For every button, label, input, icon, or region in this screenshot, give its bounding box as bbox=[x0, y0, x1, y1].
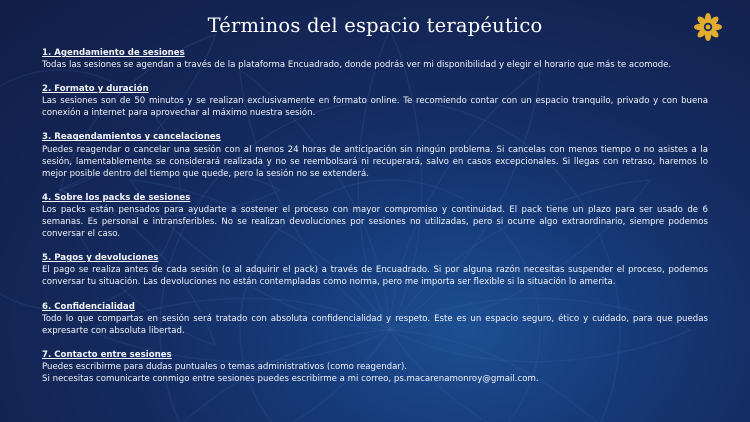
section-heading: 2. Formato y duración bbox=[42, 84, 149, 95]
section-confidentiality bbox=[42, 301, 708, 337]
section-heading: 6. Confidencialidad bbox=[42, 301, 135, 312]
section-text: El pago se realiza antes de cada sesión (o al adquirir el pack) a través de Encuadrado. Si por alguna razón necesitas suspender el proceso, podemos conversar tu situación. Las devoluciones no están contempladas como norma, pero me importa ser flexible si la situación lo amerita. bbox=[42, 265, 708, 288]
page-title: Términos del espacio terapéutico bbox=[207, 14, 543, 37]
section-heading: 1. Agendamiento de sesiones bbox=[42, 48, 185, 58]
section-text-email: Si necesitas comunicarte conmigo entre sesiones puedes escribirme a mi correo, ps.macarenamonroy@gmail.com. bbox=[42, 373, 539, 384]
section-format bbox=[42, 83, 708, 119]
section-scheduling bbox=[42, 47, 708, 71]
section-text: Las sesiones son de 50 minutos y se realizan exclusivamente en formato online. Te recomiendo contar con un espacio tranquilo, privado y con buena conexión a internet para aprovechar al máximo nuestra sesión. bbox=[42, 96, 708, 119]
section-packs bbox=[42, 192, 708, 240]
section-text: Los packs están pensados para ayudarte a sostener el proceso con mayor compromiso y continuidad. El pack tiene un plazo para ser usado de 6 semanas. Es personal e intransferibles. No se realizan devoluciones por sesiones no utilizadas, pero si ocurre algo extraordinario, siempre podemos conversar el caso. bbox=[42, 204, 708, 240]
section-text: Todas las sesiones se agendan a través de la plataforma Encuadrado, donde podrás ver mi disponibilidad y elegir el horario que más te acomode. bbox=[42, 60, 672, 71]
section-heading: 4. Sobre los packs de sesiones bbox=[42, 192, 191, 203]
section-text: Puedes reagendar o cancelar una sesión con al menos 24 horas de anticipación sin ningún problema. Si cancelas con menos tiempo o no asistes a la sesión, lamentablemente se considerará realizada y no se reembolsará ni recuperará, salvo en casos excepcionales. Si llegas con retraso, haremos lo mejor posible dentro del tiempo que quede, pero la sesión no se extenderá. bbox=[42, 144, 708, 179]
section-contact bbox=[42, 349, 708, 385]
section-heading: 7. Contacto entre sesiones bbox=[42, 349, 172, 360]
terms-content bbox=[42, 47, 708, 397]
lotus-mandala-icon bbox=[693, 12, 723, 42]
section-text: Todo lo que compartas en sesión será tratado con absoluta confidencialidad y respeto. Este es un espacio seguro, ético y cuidado, para que puedas expresarte con absoluta libertad. bbox=[42, 313, 708, 336]
section-text: Puedes escribirme para dudas puntuales o temas administrativos (como reagendar). bbox=[42, 361, 408, 372]
section-payments bbox=[42, 252, 708, 288]
section-rescheduling bbox=[42, 131, 708, 179]
section-heading: 3. Reagendamientos y cancelaciones bbox=[42, 132, 221, 143]
section-heading: 5. Pagos y devoluciones bbox=[42, 253, 159, 264]
